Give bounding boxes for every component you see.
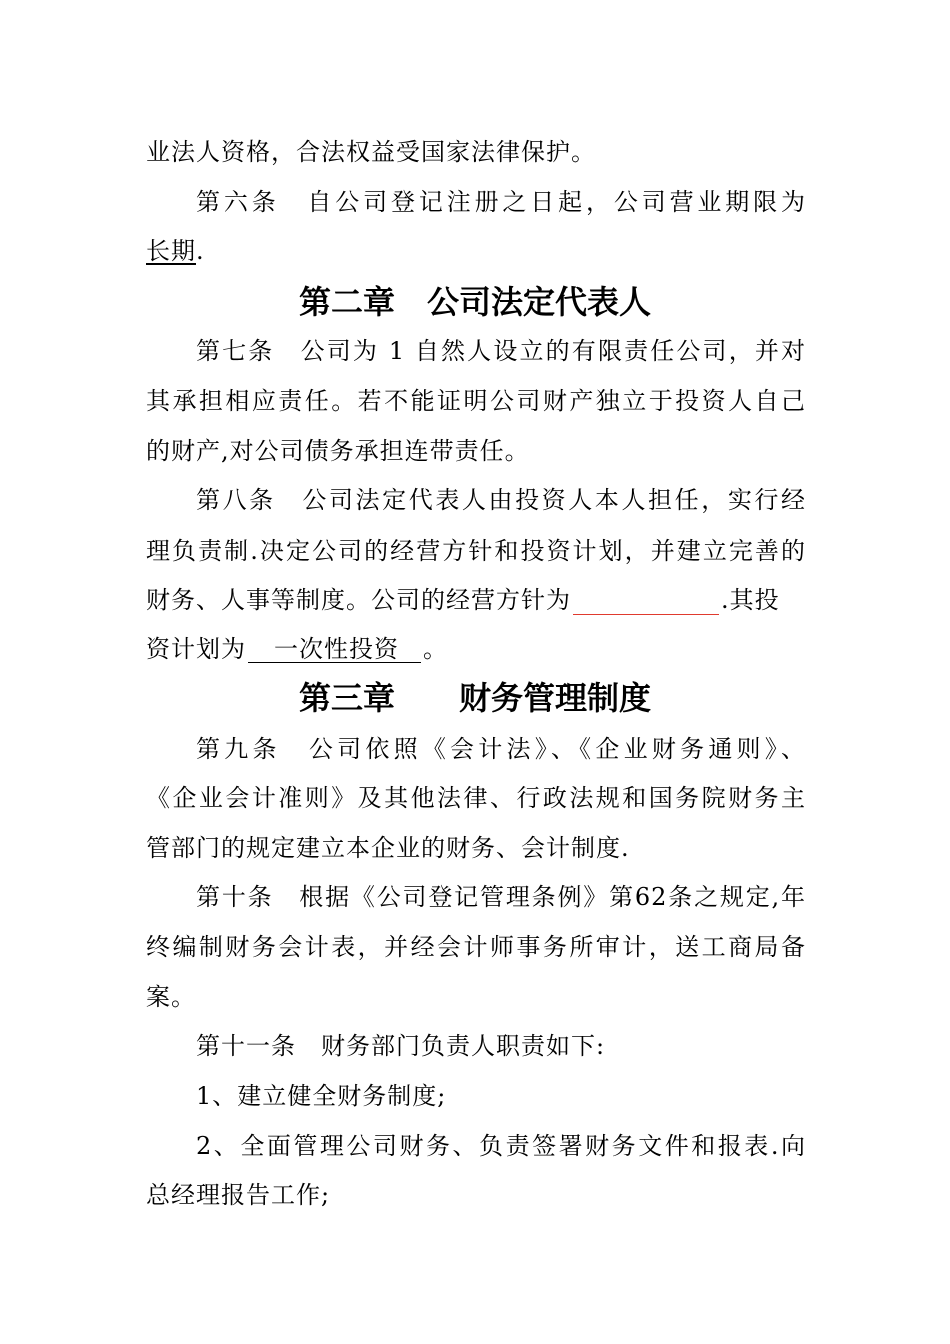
list-item-2-line-1: 2、全面管理公司财务、负责签署财务文件和报表.向: [196, 1132, 806, 1160]
article-9-line-3: 管部门的规定建立本企业的财务、会计制度.: [146, 834, 630, 862]
article-10-line-2: 终编制财务会计表，并经会计师事务所审计，送工商局备: [146, 933, 806, 961]
article-8-line-4: [146, 634, 806, 664]
text-segment: 财务、人事等制度。公司的经营方针为: [146, 586, 571, 614]
article-6-line-2: [146, 236, 806, 266]
article-6-line-1: 第六条 自公司登记注册之日起，公司营业期限为: [196, 188, 806, 216]
article-8-line-1: 第八条 公司法定代表人由投资人本人担任，实行经: [196, 486, 806, 514]
article-7-line-1: 第七条 公司为 1 自然人设立的有限责任公司，并对: [196, 337, 806, 365]
article-11-line-1: 第十一条 财务部门负责人职责如下:: [196, 1032, 606, 1060]
article-9-line-2: 《企业会计准则》及其他法律、行政法规和国务院财务主: [146, 784, 806, 812]
article-10-line-1: 第十条 根据《公司登记管理条例》第62条之规定,年: [196, 883, 806, 911]
text-segment: 资计划为: [146, 635, 246, 663]
chapter-2-heading: 第二章 公司法定代表人: [298, 283, 651, 321]
text-segment: 。: [423, 635, 448, 663]
list-item-2-line-2: 总经理报告工作;: [146, 1181, 331, 1209]
text-segment: .其投: [721, 586, 780, 614]
blank-business-policy: [573, 592, 719, 615]
chapter-3-heading: 第三章 财务管理制度: [298, 679, 651, 717]
period: .: [196, 237, 205, 265]
filled-investment-plan: 一次性投资: [248, 636, 421, 663]
list-item-1: 1、建立健全财务制度;: [196, 1082, 447, 1110]
article-8-line-2: 理负责制.决定公司的经营方针和投资计划，并建立完善的: [146, 537, 806, 565]
article-10-line-3: 案。: [146, 983, 196, 1011]
article-9-line-1: 第九条 公司依照《会计法》、《企业财务通则》、: [196, 735, 806, 763]
article-7-line-3: 的财产,对公司债务承担连带责任。: [146, 437, 530, 465]
article-8-line-3: [146, 585, 806, 615]
term-long-term: 长期: [146, 237, 196, 265]
article-7-line-2: 其承担相应责任。若不能证明公司财产独立于投资人自己: [146, 387, 806, 415]
paragraph-line: 业法人资格，合法权益受国家法律保护。: [146, 138, 596, 166]
